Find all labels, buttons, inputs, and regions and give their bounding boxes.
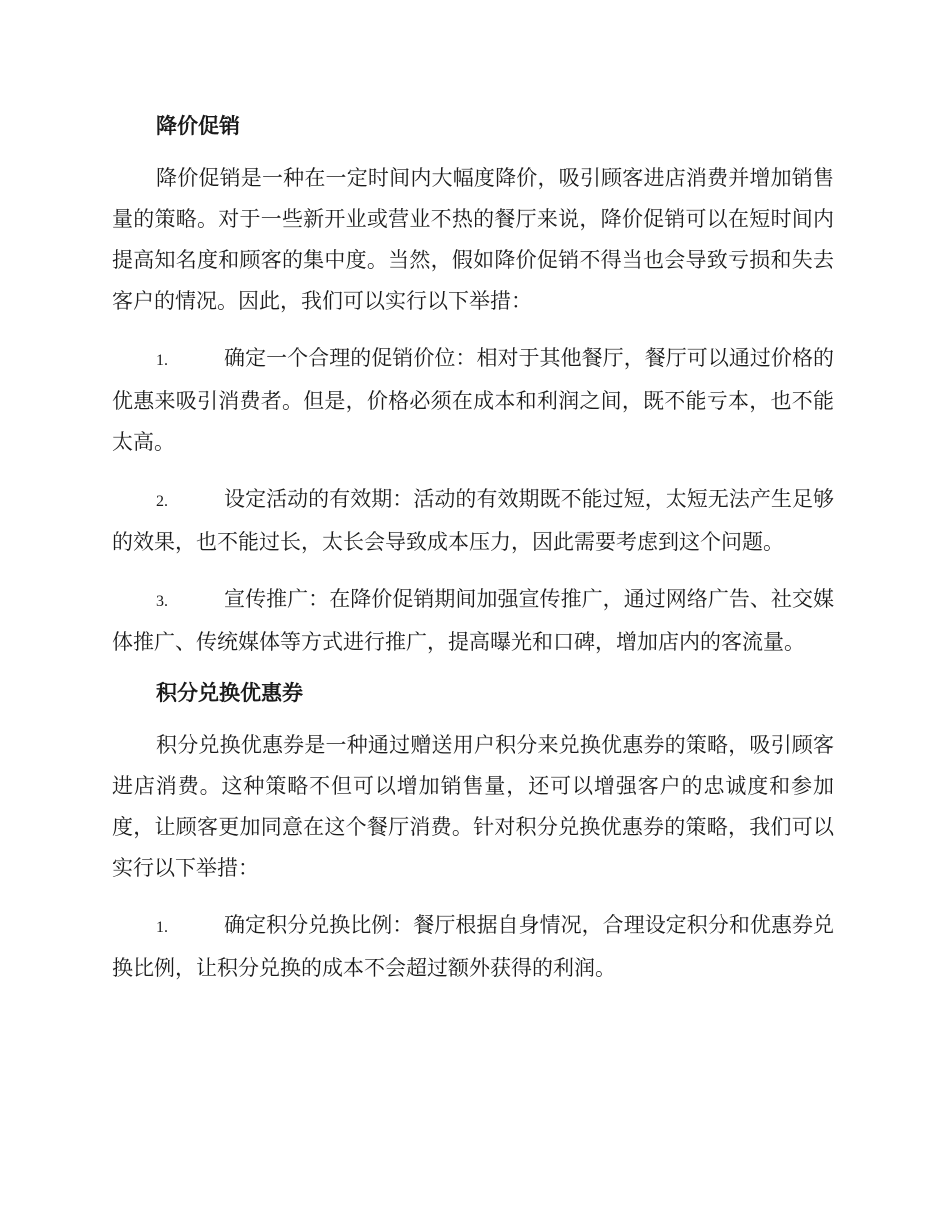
list-number: 3.	[156, 593, 168, 610]
section-heading-points-coupon: 积分兑换优惠券	[156, 681, 303, 705]
list-item	[112, 338, 834, 463]
list-item	[112, 479, 834, 563]
list-item-text: 确定积分兑换比例：餐厅根据自身情况，合理设定积分和优惠券兑换比例，让积分兑换的成本不会超过额外获得的利润。	[112, 913, 834, 980]
list-item-text: 设定活动的有效期：活动的有效期既不能过短，太短无法产生足够的效果，也不能过长，太长会导致成本压力，因此需要考虑到这个问题。	[112, 487, 834, 554]
list-item-text: 宣传推广：在降价促销期间加强宣传推广，通过网络广告、社交媒体推广、传统媒体等方式进行推广，提高曝光和口碑，增加店内的客流量。	[112, 587, 834, 654]
section-heading-price-promotion: 降价促销	[156, 114, 240, 138]
list-item	[112, 905, 834, 989]
list-number: 1.	[156, 919, 168, 936]
section-intro-price-promotion: 降价促销是一种在一定时间内大幅度降价，吸引顾客进店消费并增加销售量的策略。对于一些新开业或营业不热的餐厅来说，降价促销可以在短时间内提高知名度和顾客的集中度。当然，假如降价促销不得当也会导致亏损和失去客户的情况。因此，我们可以实行以下举措：	[112, 166, 834, 313]
list-item	[112, 579, 834, 663]
list-item-text: 确定一个合理的促销价位：相对于其他餐厅，餐厅可以通过价格的优惠来吸引消费者。但是，价格必须在成本和利润之间，既不能亏本，也不能太高。	[112, 346, 834, 454]
list-number: 1.	[156, 352, 168, 369]
document-page	[112, 100, 834, 1005]
section-intro-points-coupon: 积分兑换优惠券是一种通过赠送用户积分来兑换优惠券的策略，吸引顾客进店消费。这种策略不但可以增加销售量，还可以增强客户的忠诚度和参加度，让顾客更加同意在这个餐厅消费。针对积分兑换优惠券的策略，我们可以实行以下举措：	[112, 733, 834, 880]
list-number: 2.	[156, 493, 168, 510]
